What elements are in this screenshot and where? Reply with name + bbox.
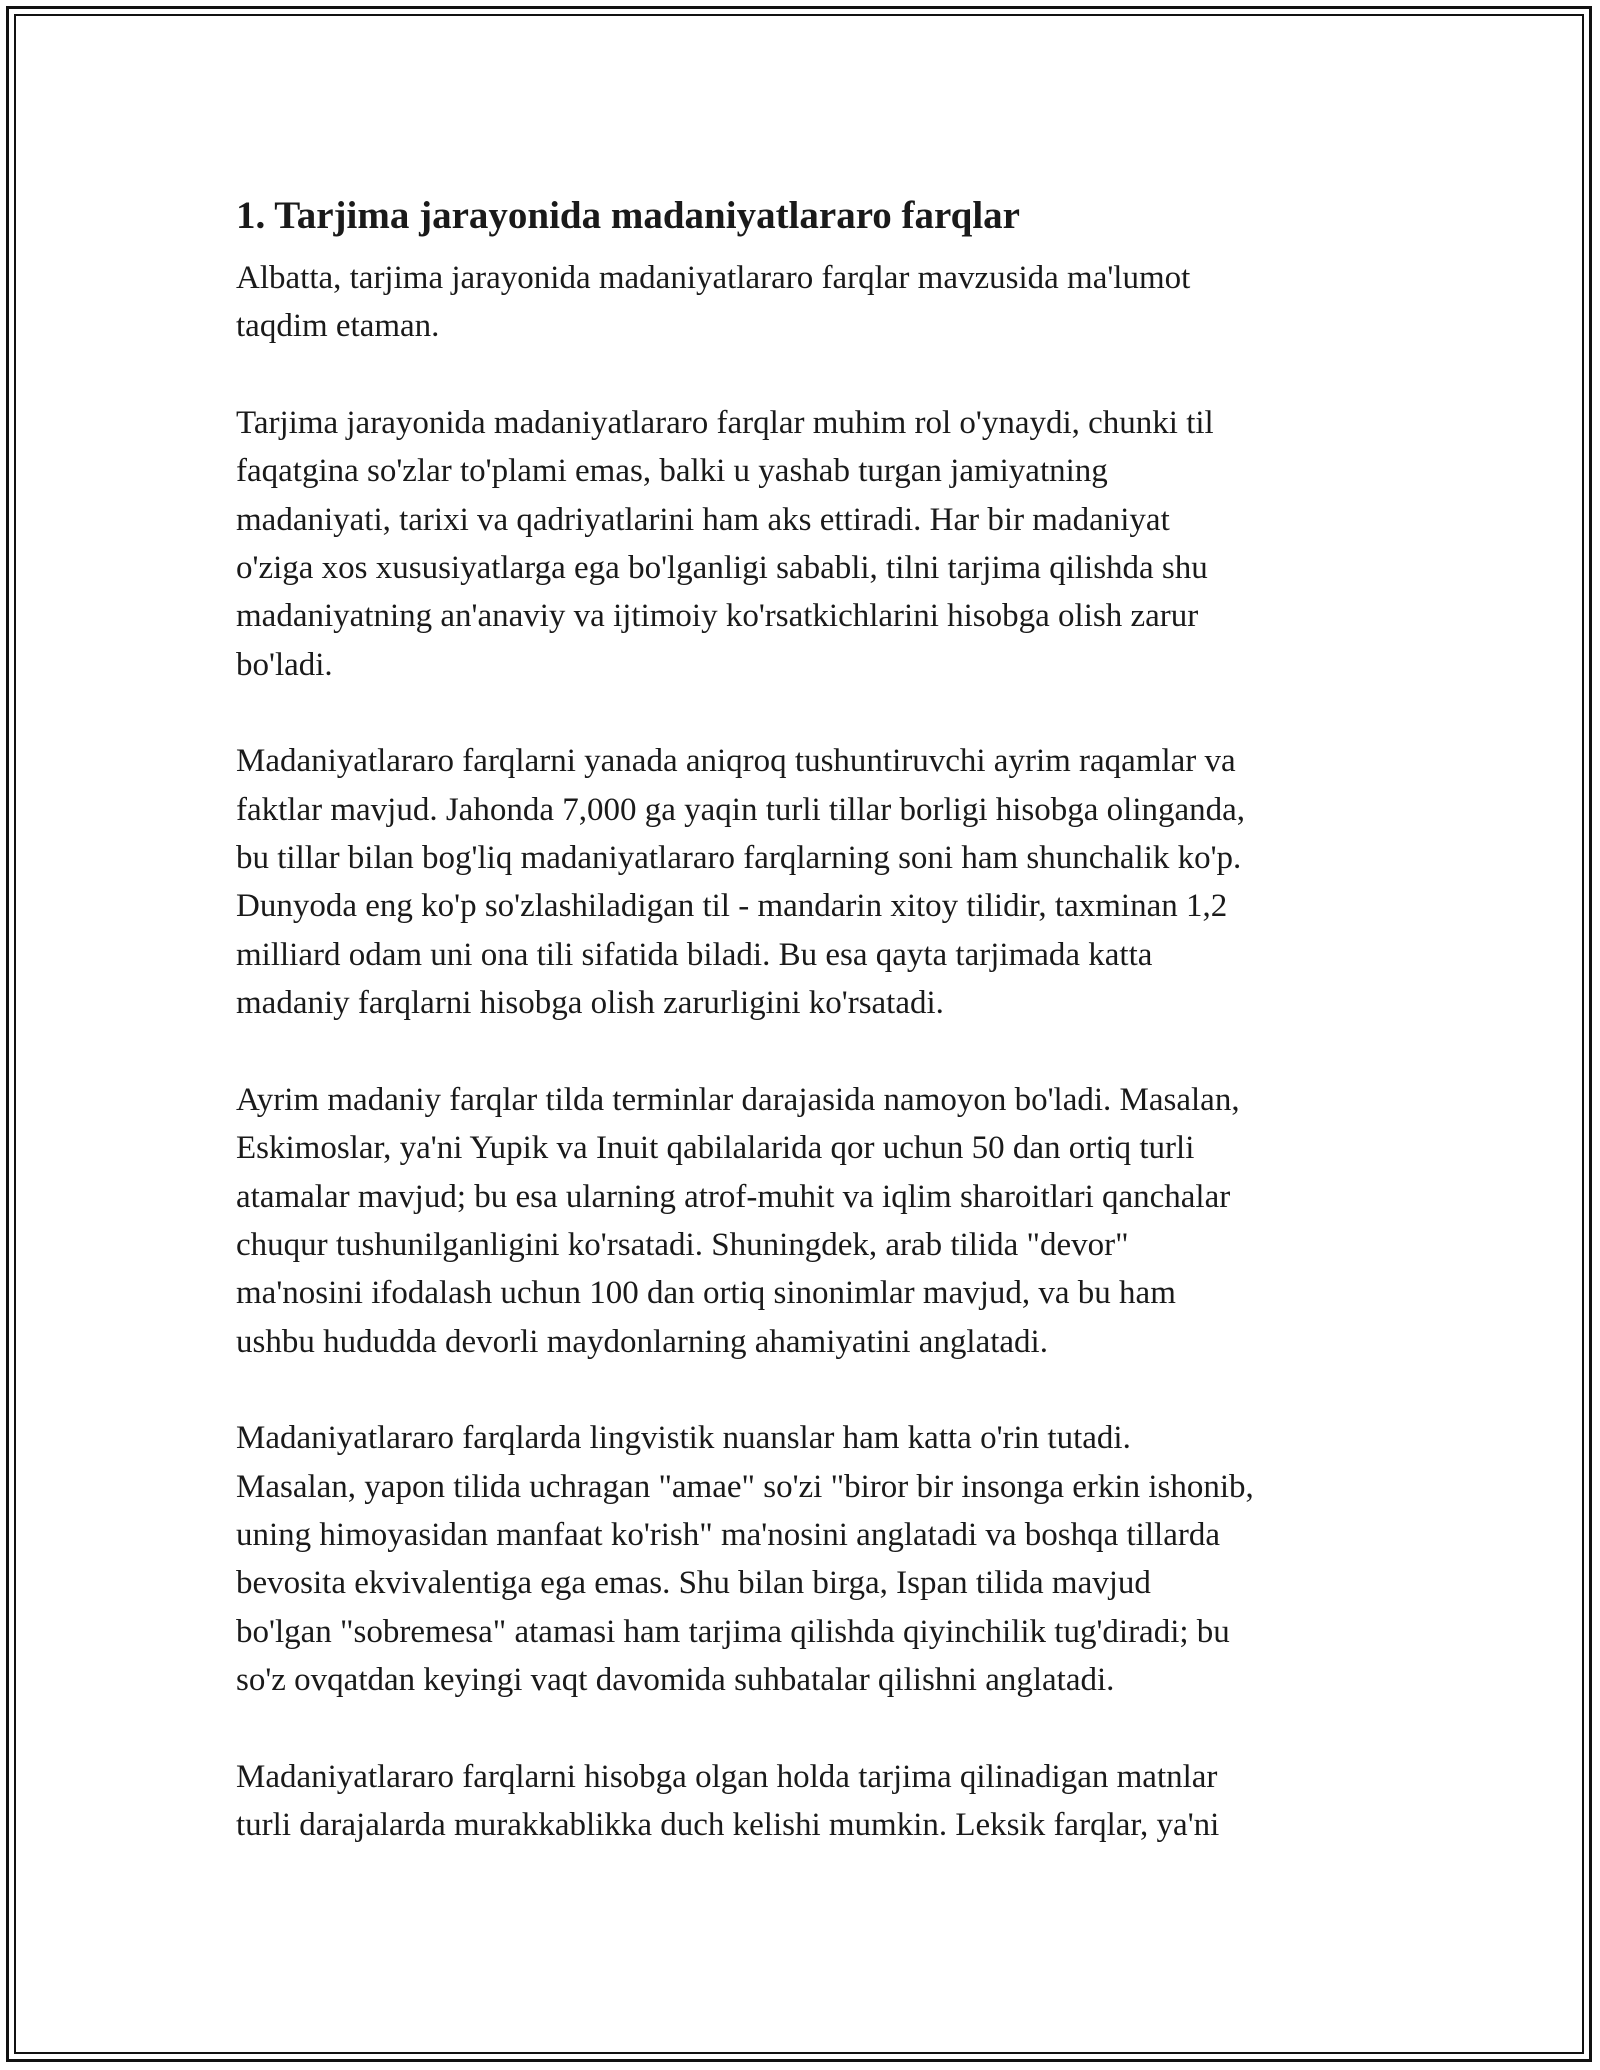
text-line: Tarjima jarayonida madaniyatlararo farqlar muhim rol o'ynaydi, chunki til — [236, 404, 1214, 441]
text-line: turli darajalarda murakkablikka duch kelishi mumkin. Leksik farqlar, ya'ni — [236, 1806, 1220, 1843]
paragraph — [236, 399, 1406, 689]
text-line: so'z ovqatdan keyingi vaqt davomida suhbatalar qilishni anglatadi. — [236, 1662, 1115, 1699]
text-line: bo'ladi. — [236, 646, 333, 683]
paragraph — [236, 1076, 1406, 1366]
text-line: Dunyoda eng ko'p so'zlashiladigan til - mandarin xitoy tilidir, taxminan 1,2 — [236, 888, 1228, 925]
text-line: bu tillar bilan bog'liq madaniyatlararo farqlarning soni ham shunchalik ko'p. — [236, 840, 1242, 877]
text-line: Madaniyatlararo farqlarni yanada aniqroq tushuntiruvchi ayrim raqamlar va — [236, 743, 1236, 780]
text-line: Ayrim madaniy farqlar tilda terminlar darajasida namoyon bo'ladi. Masalan, — [236, 1081, 1240, 1118]
text-line: bevosita ekvivalentiga ega emas. Shu bilan birga, Ispan tilida mavjud — [236, 1565, 1151, 1602]
text-line: Madaniyatlararo farqlarni hisobga olgan holda tarjima qilinadigan matnlar — [236, 1758, 1218, 1795]
text-line: Albatta, tarjima jarayonida madaniyatlararo farqlar mavzusida ma'lumot — [236, 260, 1191, 296]
paragraph — [236, 1753, 1406, 1850]
document-page — [236, 180, 1406, 1897]
text-line: Masalan, yapon tilida uchragan "amae" so'zi "biror bir insonga erkin ishonib, — [236, 1468, 1254, 1505]
text-line: chuqur tushunilganligini ko'rsatadi. Shuningdek, arab tilida "devor" — [236, 1226, 1129, 1263]
paragraph — [236, 1414, 1406, 1704]
text-line: Madaniyatlararo farqlarda lingvistik nuanslar ham katta o'rin tutadi. — [236, 1420, 1131, 1457]
text-line: ma'nosini ifodalash uchun 100 dan ortiq sinonimlar mavjud, va bu ham — [236, 1275, 1176, 1312]
text-line: uning himoyasidan manfaat ko'rish" ma'nosini anglatadi va boshqa tillarda — [236, 1516, 1220, 1553]
text-line: madaniyatning an'anaviy va ijtimoiy ko'rsatkichlarini hisobga olish zarur — [236, 598, 1199, 635]
text-line: ushbu hududda devorli maydonlarning ahamiyatini anglatadi. — [236, 1323, 1048, 1360]
paragraph — [236, 254, 1406, 351]
paragraph — [236, 737, 1406, 1027]
text-line: bo'lgan "sobremesa" atamasi ham tarjima qilishda qiyinchilik tug'diradi; bu — [236, 1613, 1230, 1650]
text-line: faqatgina so'zlar to'plami emas, balki u yashab turgan jamiyatning — [236, 453, 1108, 490]
text-line: madaniyati, tarixi va qadriyatlarini ham aks ettiradi. Har bir madaniyat — [236, 501, 1170, 538]
text-line: madaniy farqlarni hisobga olish zarurligini ko'rsatadi. — [236, 985, 944, 1022]
section-heading: 1. Tarjima jarayonida madaniyatlararo farqlar — [236, 194, 1020, 237]
text-line: Eskimoslar, ya'ni Yupik va Inuit qabilalarida qor uchun 50 dan ortiq turli — [236, 1130, 1195, 1167]
text-line: o'ziga xos xususiyatlarga ega bo'lganligi sababli, tilni tarjima qilishda shu — [236, 550, 1208, 587]
text-line: milliard odam uni ona tili sifatida biladi. Bu esa qayta tarjimada katta — [236, 936, 1153, 973]
text-line: faktlar mavjud. Jahonda 7,000 ga yaqin turli tillar borligi hisobga olinganda, — [236, 791, 1246, 828]
text-line: atamalar mavjud; bu esa ularning atrof-muhit va iqlim sharoitlari qanchalar — [236, 1178, 1231, 1215]
text-line: taqdim etaman. — [236, 308, 440, 345]
